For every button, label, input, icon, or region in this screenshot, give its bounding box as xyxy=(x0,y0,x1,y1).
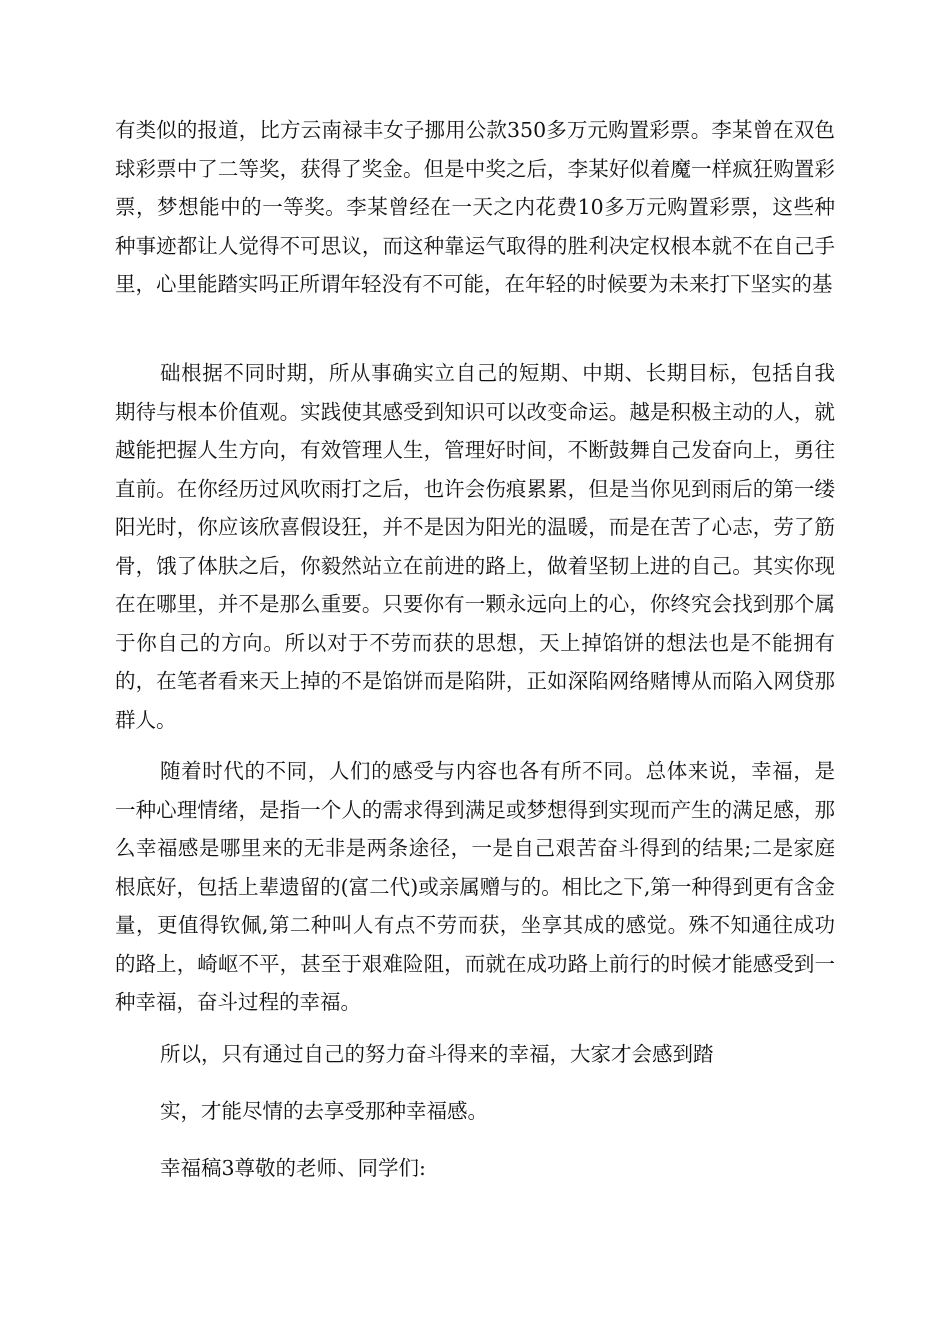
paragraph-happiness: 随着时代的不同，人们的感受与内容也各有所不同。总体来说，幸福，是一种心理情绪，是指一个人的需求得到满足或梦想得到实现而产生的满足感，那么幸福感是哪里来的无非是两条途径，一是自己艰苦奋斗得到的结果;二是家庭根底好，包括上辈遗留的(富二代)或亲属赠与的。相比之下,第一种得到更有含金量，更值得钦佩,第二种叫人有点不劳而获，坐享其成的感觉。殊不知通往成功的路上，崎岖不平，甚至于艰难险阻，而就在成功路上前行的时候才能感受到一种幸福，奋斗过程的幸福。 xyxy=(115,759,835,1014)
section-heading: 幸福稿3尊敬的老师、同学们: xyxy=(160,1156,426,1180)
paragraph-goals: 础根据不同时期，所从事确实立自己的短期、中期、长期目标，包括自我期待与根本价值观。实践使其感受到知识可以改变命运。越是积极主动的人，就越能把握人生方向，有效管理人生，管理好时间，不断鼓舞自己发奋向上，勇往直前。在你经历过风吹雨打之后，也许会伤痕累累，但是当你见到雨后的第一缕阳光时，你应该欣喜假设狂，并不是因为阳光的温暖，而是在苦了心志，劳了筋骨，饿了体肤之后，你毅然站立在前进的路上，做着坚韧上进的自己。其实你现在在哪里，并不是那么重要。只要你有一颗永远向上的心，你终究会找到那个属于你自己的方向。所以对于不劳而获的思想，天上掉馅饼的想法也是不能拥有的，在笔者看来天上掉的不是馅饼而是陷阱，正如深陷网络赌博从而陷入网贷那群人。 xyxy=(115,361,835,732)
text-line-conclusion-continued: 实，才能尽情的去享受那种幸福感。 xyxy=(160,1099,488,1123)
text-line-conclusion: 所以，只有通过自己的努力奋斗得来的幸福，大家才会感到踏 xyxy=(160,1042,714,1066)
paragraph-lottery: 有类似的报道，比方云南禄丰女子挪用公款350多万元购置彩票。李某曾在双色球彩票中了二等奖，获得了奖金。但是中奖之后，李某好似着魔一样疯狂购置彩票，梦想能中的一等奖。李某曾经在一天之内花费10多万元购置彩票，这些种种事迹都让人觉得不可思议，而这种靠运气取得的胜利决定权根本就不在自己手里，心里能踏实吗正所谓年轻没有不可能，在年轻的时候要为未来打下坚实的基 xyxy=(115,118,835,296)
